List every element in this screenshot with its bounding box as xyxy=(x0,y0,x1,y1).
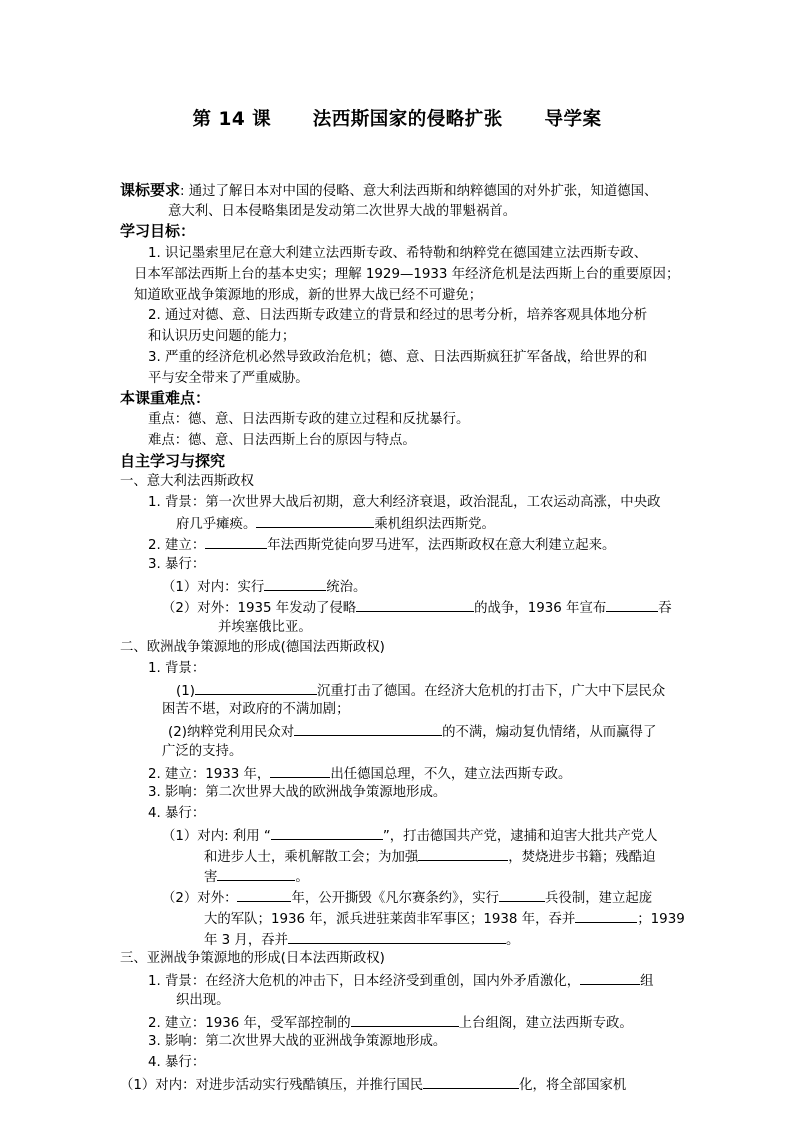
key-point: 重点：德、意、日法西斯专政的建立过程和反扰暴行。 xyxy=(148,412,470,427)
s2-foreign-line-2: 大的军队；1936 年，派兵进驻莱茵非军事区；1938 年，吞并 ；1939 xyxy=(204,908,685,928)
blank-annexed-1938[interactable] xyxy=(575,908,637,923)
s3-background-line-2: 织出现。 xyxy=(176,993,230,1008)
s1-foreign-line-2: 并埃塞俄比亚。 xyxy=(218,620,312,635)
section-1-heading: 一、意大利法西斯政权 xyxy=(120,474,254,489)
blank-reichstag-fire[interactable] xyxy=(271,825,383,840)
self-study-heading: 自主学习与探究 xyxy=(120,452,226,470)
blank-militarization[interactable] xyxy=(423,1074,519,1089)
s1-background-line-1: 1. 背景：第一次世界大战后初期，意大利经济衰退，政治混乱，工农运动高涨，中央政 xyxy=(148,495,661,510)
goal-3-line-2: 平与安全带来了严重威胁。 xyxy=(148,371,309,386)
s1-establish-line: 2. 建立： 年法西斯党徒向罗马进军，法西斯政权在意大利建立起来。 xyxy=(148,534,615,554)
blank-rule-type[interactable] xyxy=(264,576,326,591)
blank-annexed-1939[interactable] xyxy=(288,929,506,944)
s2-background-point-2-line-2: 广泛的支持。 xyxy=(162,744,243,759)
goal-3-line-1: 3. 严重的经济危机必然导致政治危机；德、意、日法西斯疯狂扩军备战，给世界的和 xyxy=(148,350,648,365)
goal-2-line-1: 2. 通过对德、意、日法西斯专政建立的背景和经过的思考分析，培养客观具体地分析 xyxy=(148,308,648,323)
goal-1-line-3: 知道欧亚战争策源地的形成，新的世界大战已经不可避免； xyxy=(134,288,483,303)
s3-establish-line: 2. 建立：1936 年，受军部控制的 上台组阁，建立法西斯专政。 xyxy=(148,1012,633,1032)
blank-economic-crisis[interactable] xyxy=(195,680,317,695)
section-3-heading: 三、亚洲战争策源地的形成(日本法西斯政权) xyxy=(120,951,385,966)
blank-conscription-type[interactable] xyxy=(499,887,545,902)
curriculum-requirement-label: 课标要求 xyxy=(120,181,181,199)
s2-background-label: 1. 背景： xyxy=(148,661,206,676)
s3-background-line-1: 1. 背景：在经济大危机的冲击下，日本经济受到重创，国内外矛盾激化， 组 xyxy=(148,970,654,990)
s2-background-point-1-line-1: (1) 沉重打击了德国。在经济大危机的打击下，广大中下层民众 xyxy=(176,680,665,700)
s2-foreign-line-1: （2）对外： 年，公开撕毁《凡尔赛条约》，实行 兵役制，建立起庞 xyxy=(162,887,652,907)
s1-atrocities-label: 3. 暴行： xyxy=(148,557,206,572)
s2-establish-line: 2. 建立：1933 年， 出任德国总理，不久，建立法西斯专政。 xyxy=(148,763,571,783)
page-title: 第 14 课 法西斯国家的侵略扩张 导学案 xyxy=(192,109,602,130)
s2-domestic-line-2: 和进步人士，乘机解散工会；为加强 ，焚烧进步书籍；残酷迫 xyxy=(204,846,656,866)
s3-atrocities-label: 4. 暴行： xyxy=(148,1055,206,1070)
blank-annex-declaration[interactable] xyxy=(606,597,658,612)
s2-domestic-line-3: 害 。 xyxy=(204,866,309,886)
blank-cabinet[interactable] xyxy=(351,1012,459,1027)
curriculum-requirement-line-1 xyxy=(120,181,657,201)
blank-thought-control[interactable] xyxy=(418,846,508,861)
s3-impact-line: 3. 影响：第二次世界大战的亚洲战争策源地形成。 xyxy=(148,1034,447,1049)
blank-fascist-founder[interactable] xyxy=(256,513,374,528)
s2-impact-line: 3. 影响：第二次世界大战的欧洲战争策源地形成。 xyxy=(148,785,447,800)
s2-background-point-1-line-2: 困苦不堪，对政府的不满加剧； xyxy=(162,702,350,717)
goal-1-line-2: 日本军部法西斯上台的基本史实；理解 1929—1933 年经济危机是法西斯上台的重要原因； xyxy=(134,267,680,282)
learning-goals-heading: 学习目标： xyxy=(120,222,196,240)
s1-background-line-2: 府几乎瘫痪。 乘机组织法西斯党。 xyxy=(176,513,495,533)
blank-treaty-year[interactable] xyxy=(237,887,291,902)
blank-invaded-country[interactable] xyxy=(356,597,474,612)
s2-background-point-2-line-1: (2)纳粹党利用民众对 的不满，煽动复仇情绪，从而赢得了 xyxy=(168,721,656,741)
s1-domestic-line: （1）对内：实行 统治。 xyxy=(162,576,366,596)
s3-domestic-line-1: （1）对内：对进步活动实行残酷镇压，并推行国民 化，将全部国家机 xyxy=(120,1074,626,1094)
s2-domestic-line-1: （1）对内: 利用 “ ”，打击德国共产党，逮捕和迫害大批共产党人 xyxy=(162,825,658,845)
s2-atrocities-label: 4. 暴行： xyxy=(148,806,206,821)
goal-1-line-1: 1. 识记墨索里尼在意大利建立法西斯专政、希特勒和纳粹党在德国建立法西斯专政、 xyxy=(148,246,648,261)
blank-chancellor[interactable] xyxy=(270,763,330,778)
curriculum-requirement-line-2: 意大利、日本侵略集团是发动第二次世界大战的罪魁祸首。 xyxy=(168,204,517,219)
s2-foreign-line-3: 年 3 月，吞并 。 xyxy=(204,929,519,949)
blank-march-year[interactable] xyxy=(205,534,267,549)
s1-foreign-line-1: （2）对外：1935 年发动了侵略 的战争，1936 年宣布 吞 xyxy=(162,597,672,617)
blank-fascist-organization[interactable] xyxy=(580,970,640,985)
goal-2-line-2: 和认识历史问题的能力； xyxy=(148,329,296,344)
blank-persecuted-group[interactable] xyxy=(217,866,295,881)
curriculum-requirement-text-1: : 通过了解日本对中国的侵略、意大利法西斯和纳粹德国的对外扩张，知道德国、 xyxy=(180,184,658,199)
difficult-point: 难点：德、意、日法西斯上台的原因与特点。 xyxy=(148,433,416,448)
key-points-heading: 本课重难点： xyxy=(120,389,211,407)
section-2-heading: 二、欧洲战争策源地的形成(德国法西斯政权) xyxy=(120,640,385,655)
blank-treaty-discontent[interactable] xyxy=(294,721,442,736)
